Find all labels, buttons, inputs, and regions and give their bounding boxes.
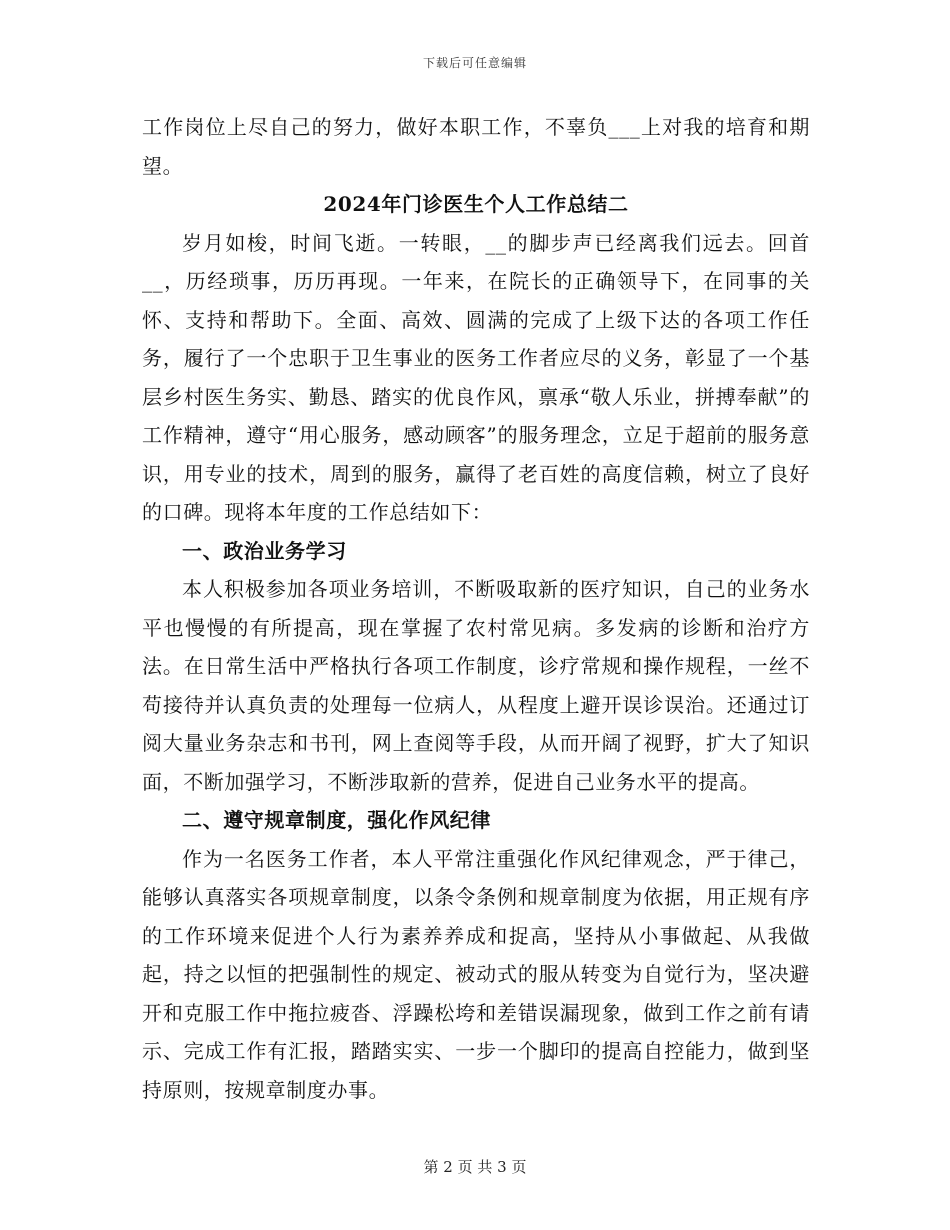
document-body — [142, 108, 810, 1109]
section-title: 2024年门诊医生个人工作总结二 — [323, 192, 629, 216]
continuation-paragraph: 工作岗位上尽自己的努力，做好本职工作，不辜负___上对我的培育和期望。 — [142, 115, 810, 178]
heading-political-study: 一、政治业务学习 — [182, 538, 347, 563]
page-number: 第 2 页 共 3 页 — [423, 1158, 527, 1176]
intro-paragraph: 岁月如梭，时间飞逝。一转眼，__的脚步声已经离我们远去。回首__，历经琐事，历历再现。一年来，在院长的正确领导下，在同事的关怀、支持和帮助下。全面、高效、圆满的完成了上级下达的各项工作任务，履行了一个忠职于卫生事业的医务工作者应尽的义务，彰显了一个基层乡村医生务实、勤恳、踏实的优良作风，禀承“敬人乐业，拼搏奉献”的工作精神，遵守“用心服务，感动顾客”的服务理念，立足于超前的服务意识，用专业的技术，周到的服务，赢得了老百姓的高度信赖，树立了良好的口碑。现将本年度的工作总结如下： — [142, 230, 810, 524]
heading-discipline: 二、遵守规章制度，强化作风纪律 — [182, 808, 491, 832]
study-paragraph: 本人积极参加各项业务培训，不断吸取新的医疗知识，自己的业务水平也慢慢的有所提高，现在掌握了农村常见病。多发病的诊断和治疗方法。在日常生活中严格执行各项工作制度，诊疗常规和操作规程，一丝不苟接待并认真负责的处理每一位病人，从程度上避开误诊误治。还通过订阅大量业务杂志和书刊，网上查阅等手段，从而开阔了视野，扩大了知识面，不断加强学习，不断涉取新的营养，促进自己业务水平的提高。 — [142, 577, 810, 794]
discipline-paragraph: 作为一名医务工作者，本人平常注重强化作风纪律观念，严于律己，能够认真落实各项规章制度，以条令条例和规章制度为依据，用正规有序的工作环境来促进个人行为素养养成和捉高，坚持从小事做起、从我做起，持之以恒的把强制性的规定、被动式的服从转变为自觉行为，坚决避开和克服工作中拖拉疲沓、浮躁松垮和差错误漏现象，做到工作之前有请示、完成工作有汇报，踏踏实实、一步一个脚印的提高自控能力，做到坚持原则，按规章制度办事。 — [142, 846, 810, 1102]
page-header: 下载后可任意编辑 — [422, 56, 527, 70]
